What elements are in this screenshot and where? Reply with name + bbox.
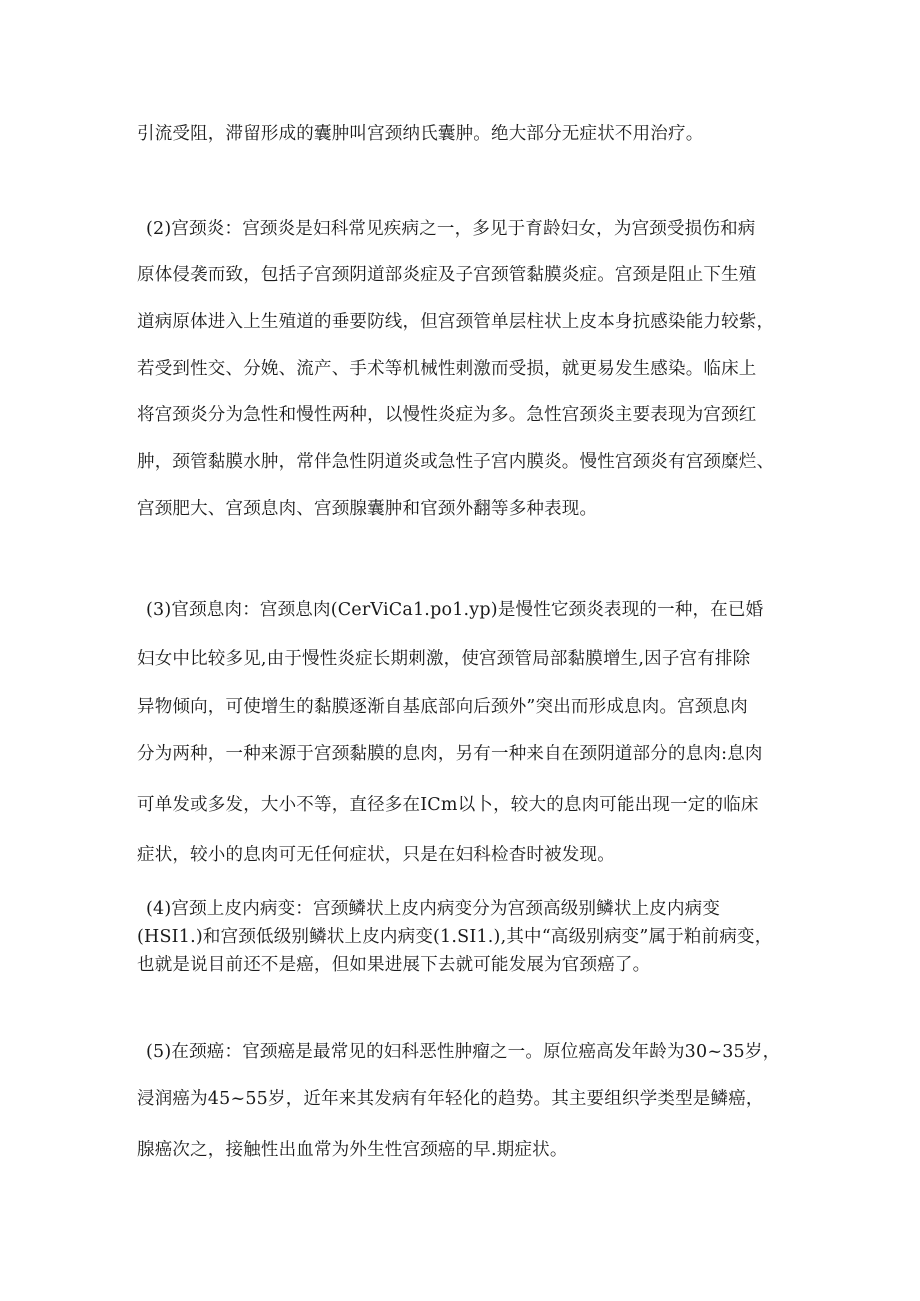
text-line: (HSI1.)和宫颈低级别鳞状上皮内病变(1.SI1.),其中“高级别病变”属于粕前病变，: [137, 927, 773, 947]
text-line: (4)宫颈上皮内病变：宫颈鳞状上皮内病变分为宫颈高级别鳞状上皮内病变: [146, 899, 721, 919]
text-line: 引流受阻，滞留形成的囊肿叫宫颈纳氏囊肿。绝大部分无症状不用治疗。: [137, 124, 704, 144]
text-line: (3)官颈息肉：宫颈息肉(CerViCa1.po1.yp)是慢性它颈炎表现的一种，在已婚: [146, 600, 764, 620]
text-line: 也就是说目前还不是癌，但如果进展下去就可能发展为官颈癌了。: [137, 955, 651, 975]
text-line: (5)在颈癌：官颈癌是最常见的妇科恶性肿瘤之一。原位癌高发年龄为30~35岁，: [146, 1042, 781, 1062]
text-line: 道病原体进入上生殖道的垂要防线，但宫颈管单层柱状上皮本身抗感染能力较紫，: [137, 312, 775, 332]
text-line: 可单发或多发，大小不等，直径多在ICm以卜，较大的息肉可能出现一定的临床: [137, 795, 759, 815]
text-line: 妇女中比较多见,由于慢性炎症长期刺激，使宫颈管局部黏膜增生,因子宫有排除: [137, 649, 751, 669]
text-line: 原体侵袭而致，包括子宫颈阴道部炎症及子宫颈管黏膜炎症。宫颈是阻止下生殖: [137, 265, 757, 285]
text-line: (2)宫颈炎：宫颈炎是妇科常见疾病之一，多见于育龄妇女，为宫颈受损伤和病: [146, 219, 756, 239]
text-line: 浸润癌为45~55岁，近年来其发病有年轻化的趋势。其主要组织学类型是鳞癌，: [137, 1089, 764, 1109]
text-line: 宫颈肥大、宫颈息肉、宫颈腺囊肿和官颈外翻等多种表现。: [137, 499, 598, 519]
text-line: 异物倾向，可使增生的黏膜逐渐自基底部向后颈外”突出而形成息肉。宫颈息肉: [137, 697, 748, 717]
text-line: 症状，较小的息肉可无任何症状，只是在妇科检杳时被发现。: [137, 845, 615, 865]
text-line: 将宫颈炎分为急性和慢性两种，以慢性炎症为多。急性宫颈炎主要表现为宫颈红: [137, 405, 757, 425]
text-line: 腺癌次之，接触性出血常为外生性宫颈癌的早.期症状。: [137, 1140, 568, 1160]
text-line: 若受到性交、分娩、流产、手术等机械性刺激而受损，就更易发生感染。临床上: [137, 359, 757, 379]
text-line: 分为两种，一种来源于宫颈黏膜的息肉，另有一种来自在颈阴道部分的息肉:息肉: [137, 744, 763, 764]
text-line: 肿，颈管黏膜水肿，常伴急性阴道炎或急性子宫内膜炎。慢性宫颈炎有宫颈糜烂、: [137, 452, 775, 472]
